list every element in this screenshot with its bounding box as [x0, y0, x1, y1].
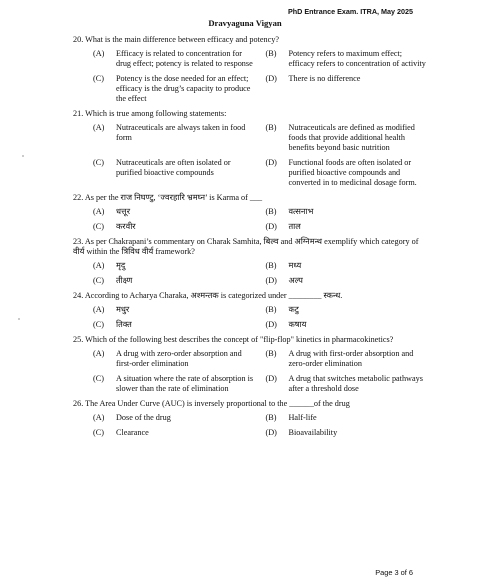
option-label: (A) [93, 305, 105, 314]
option-text: वत्सनाभ [288, 207, 314, 216]
options-grid [73, 49, 430, 104]
option-text: Bioavailability [288, 428, 338, 437]
option-text: A drug with first-order absorption and zero-order elimination [288, 349, 414, 368]
option-text: अल्प [288, 276, 303, 285]
option-text: मृदु [116, 261, 126, 270]
option-text: कटु [288, 305, 299, 314]
option-label: (C) [93, 374, 104, 383]
option-label: (A) [93, 261, 105, 270]
option-text: Clearance [116, 428, 149, 437]
option-text: ताल [288, 222, 301, 231]
option [93, 74, 258, 104]
options-grid [73, 207, 430, 232]
option-label: (A) [93, 123, 105, 132]
option-label: (D) [265, 428, 277, 437]
option-label: (A) [93, 413, 105, 422]
question-20 [73, 35, 430, 104]
question-list [73, 35, 430, 443]
option [93, 207, 258, 217]
option-label: (B) [265, 349, 277, 358]
option [266, 158, 431, 188]
question-text: 21. Which is true among following statements: [73, 109, 227, 118]
option-label: (A) [93, 49, 105, 58]
option-text: तिक्त [116, 320, 132, 329]
question-text: 24. According to Acharya Charaka, अश्मन्तक is categorized under ________ स्कन्ध. [73, 291, 343, 300]
options-grid [73, 413, 430, 438]
option [93, 349, 258, 369]
page-number: Page 3 of 6 [375, 568, 413, 577]
scan-speck [22, 155, 24, 157]
exam-header: PhD Entrance Exam. ITRA, May 2025 [287, 7, 413, 16]
subject-title: Dravyaguna Vigyan [208, 18, 282, 28]
option-text: Dose of the drug [116, 413, 171, 422]
option-label: (D) [265, 158, 277, 167]
option-text: Functional foods are often isolated or purified bioactive compounds and converted in to medicinal dosage form. [288, 158, 417, 187]
options-grid [73, 261, 430, 286]
option-text: Nutraceuticals are always taken in food form [116, 123, 246, 142]
option-label: (A) [93, 207, 105, 216]
option [266, 349, 431, 369]
option-label: (C) [93, 428, 104, 437]
option [266, 123, 431, 153]
option-text: Potency is the dose needed for an effect; efficacy is the drug’s capacity to produce the effect [116, 74, 251, 103]
option-label: (B) [265, 261, 277, 270]
option [93, 49, 258, 69]
option-label: (B) [265, 305, 277, 314]
option-text: करवीर [116, 222, 136, 231]
question-21 [73, 109, 430, 188]
question-23 [73, 237, 430, 286]
option [266, 49, 431, 69]
option-label: (D) [265, 320, 277, 329]
option-label: (C) [93, 320, 104, 329]
option-text: Nutraceuticals are often isolated or purified bioactive compounds [116, 158, 231, 177]
option-text: तीक्ष्ण [116, 276, 133, 285]
option [266, 222, 431, 232]
option-text: There is no difference [288, 74, 361, 83]
option-label: (D) [265, 74, 277, 83]
option-text: A drug that switches metabolic pathways after a threshold dose [288, 374, 423, 393]
option-label: (D) [265, 222, 277, 231]
option-text: Potency refers to maximum effect; efficacy refers to concentration of activity [288, 49, 426, 68]
options-grid [73, 305, 430, 330]
question-26 [73, 399, 430, 438]
option-label: (B) [265, 49, 277, 58]
option [266, 276, 431, 286]
question-text: 23. As per Chakrapani’s commentary on Charak Samhita, बिल्व and अग्निमन्थ exemplify which category of वीर्य within the त्रिविध वीर्य framework? [73, 237, 419, 256]
option-label: (C) [93, 276, 104, 285]
option-label: (D) [265, 276, 277, 285]
option [266, 320, 431, 330]
option-text: धत्तूर [116, 207, 131, 216]
option-label: (C) [93, 222, 104, 231]
question-22 [73, 193, 430, 232]
option-text: A situation where the rate of absorption is slower than the rate of elimination [116, 374, 254, 393]
question-text: 20. What is the main difference between efficacy and potency? [73, 35, 279, 44]
option [266, 74, 431, 104]
option [266, 261, 431, 271]
option [93, 305, 258, 315]
option [93, 276, 258, 286]
option-label: (B) [265, 123, 277, 132]
option [93, 222, 258, 232]
question-text: 22. As per the राज निघण्टु, ‘ज्वरहारि भ्रमघ्न’ is Karma of ___ [73, 193, 263, 202]
option-text: कषाय [288, 320, 307, 329]
question-24 [73, 291, 430, 330]
option-text: Half-life [288, 413, 317, 422]
option [266, 207, 431, 217]
option [93, 261, 258, 271]
option-text: A drug with zero-order absorption and first-order elimination [116, 349, 242, 368]
option-text: मधुर [116, 305, 130, 314]
option-text: मध्य [288, 261, 302, 270]
options-grid [73, 123, 430, 188]
option [93, 320, 258, 330]
scan-speck [18, 318, 20, 320]
options-grid [73, 349, 430, 394]
option [93, 374, 258, 394]
option-text: Nutraceuticals are defined as modified foods that provide additional health benefits beyond basic nutrition [288, 123, 415, 152]
option [93, 428, 258, 438]
option-label: (C) [93, 74, 104, 83]
option [266, 374, 431, 394]
option-label: (A) [93, 349, 105, 358]
question-text: 26. The Area Under Curve (AUC) is inversely proportional to the ______of the drug [73, 399, 350, 408]
option [266, 428, 431, 438]
option [93, 413, 258, 423]
question-25 [73, 335, 430, 394]
question-text: 25. Which of the following best describes the concept of "flip-flop" kinetics in pharmacokinetics? [73, 335, 394, 344]
option [266, 413, 431, 423]
option-label: (D) [265, 374, 277, 383]
option [266, 305, 431, 315]
option-text: Efficacy is related to concentration for drug effect; potency is related to response [116, 49, 253, 68]
option [93, 123, 258, 153]
option-label: (B) [265, 413, 277, 422]
option-label: (B) [265, 207, 277, 216]
option-label: (C) [93, 158, 104, 167]
option [93, 158, 258, 188]
